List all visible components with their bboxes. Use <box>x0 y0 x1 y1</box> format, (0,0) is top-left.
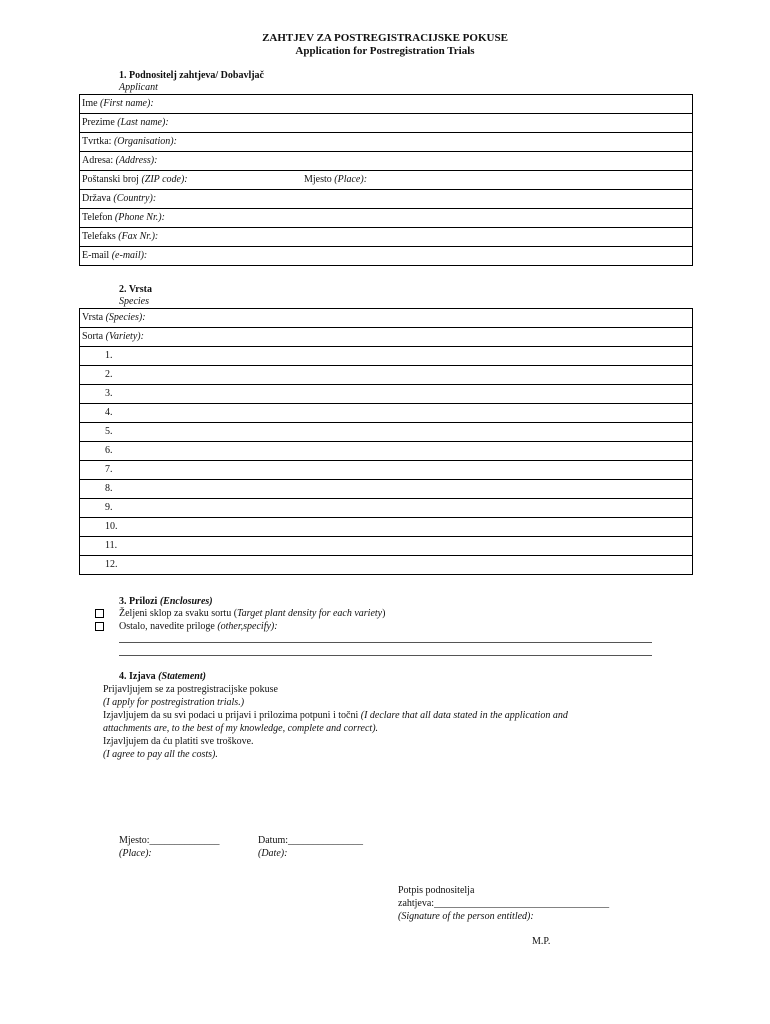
footer-place-field[interactable]: Mjesto:______________ <box>119 835 220 846</box>
variety-number: 6. <box>80 442 693 461</box>
section4-title: 4. Izjava <box>119 671 156 682</box>
row-label-en: (Address): <box>115 155 158 166</box>
variety-number: 11. <box>80 537 693 556</box>
variety-number: 12. <box>80 556 693 575</box>
statement-line-3 <box>103 709 568 722</box>
variety-item-row[interactable] <box>80 461 693 480</box>
variety-number: 7. <box>80 461 693 480</box>
footer-date-field[interactable]: Datum:_______________ <box>258 835 363 846</box>
form-title: ZAHTJEV ZA POSTREGISTRACIJSKE POKUSE <box>262 32 508 44</box>
variety-item-row[interactable] <box>80 347 693 366</box>
variety-item-row[interactable] <box>80 480 693 499</box>
option-suffix: ) <box>382 608 386 619</box>
density-checkbox[interactable] <box>95 609 104 618</box>
applicant-row-phone[interactable] <box>80 209 693 228</box>
variety-number: 4. <box>80 404 693 423</box>
section4-title-en: (Statement) <box>158 671 206 682</box>
row-label: Adresa: <box>82 155 114 166</box>
row-label: Telefon <box>82 212 113 223</box>
variety-item-row[interactable] <box>80 499 693 518</box>
other-option-label <box>119 620 278 633</box>
statement-line-5: Izjavljujem da ću platiti sve troškove. <box>103 736 254 747</box>
variety-number: 5. <box>80 423 693 442</box>
statement-line-2: (I apply for postregistration trials.) <box>103 697 245 708</box>
row-label-en: (Fax Nr.): <box>118 231 159 242</box>
row-label: Prezime <box>82 117 115 128</box>
row-label-en: (Organisation): <box>113 136 177 147</box>
variety-number: 9. <box>80 499 693 518</box>
statement-line-6: (I agree to pay all the costs). <box>103 749 218 760</box>
option-label-en: Target plant density for each variety <box>237 608 383 619</box>
variety-item-row[interactable] <box>80 556 693 575</box>
variety-number: 8. <box>80 480 693 499</box>
variety-number: 1. <box>80 347 693 366</box>
row-label-en: (Variety): <box>105 331 144 342</box>
species-row[interactable] <box>80 309 693 328</box>
row-label-en: (e-mail): <box>111 250 148 261</box>
variety-number: 2. <box>80 366 693 385</box>
section1-subheading: Applicant <box>119 82 158 93</box>
variety-row[interactable] <box>80 328 693 347</box>
footer-date-label-en: (Date): <box>258 848 288 859</box>
variety-item-row[interactable] <box>80 385 693 404</box>
section2-heading: 2. Vrsta <box>119 284 152 295</box>
place-label-en: (Place): <box>334 174 368 185</box>
stamp-label: M.P. <box>532 936 551 947</box>
variety-item-row[interactable] <box>80 442 693 461</box>
option-label: Ostalo, navedite priloge <box>119 621 215 632</box>
statement-declare-en: (I declare that all data stated in the application and <box>360 710 568 721</box>
row-label: Telefaks <box>82 231 116 242</box>
footer-place-label-en: (Place): <box>119 848 152 859</box>
option-label: Željeni sklop za svaku sortu ( <box>119 608 238 619</box>
variety-item-row[interactable] <box>80 404 693 423</box>
row-label: Sorta <box>82 331 104 342</box>
place-field[interactable] <box>304 171 367 189</box>
signature-label-en: (Signature of the person entitled): <box>398 911 534 922</box>
variety-item-row[interactable] <box>80 518 693 537</box>
variety-item-row[interactable] <box>80 537 693 556</box>
row-label-en: (Country): <box>113 193 157 204</box>
variety-item-row[interactable] <box>80 423 693 442</box>
signature-label: Potpis podnositelja <box>398 885 475 896</box>
section1-heading: 1. Podnositelj zahtjeva/ Dobavljač <box>119 70 264 81</box>
row-label-en: (Species): <box>105 312 146 323</box>
applicant-row-fax[interactable] <box>80 228 693 247</box>
applicant-row-zip-place[interactable] <box>80 171 693 190</box>
variety-number: 10. <box>80 518 693 537</box>
applicant-row-last-name[interactable] <box>80 114 693 133</box>
statement-declare-hr: Izjavljujem da su svi podaci u prijavi i prilozima potpuni i točni <box>103 710 359 721</box>
applicant-table <box>79 94 693 266</box>
section4-heading <box>119 670 206 683</box>
statement-line-1: Prijavljujem se za postregistracijske pokuse <box>103 684 278 695</box>
section3-title: 3. Prilozi <box>119 596 158 607</box>
applicant-row-email[interactable] <box>80 247 693 266</box>
other-specify-line-1[interactable] <box>119 642 652 643</box>
place-label: Mjesto <box>304 174 332 185</box>
option-label-en: (other,specify): <box>217 621 278 632</box>
applicant-row-organisation[interactable] <box>80 133 693 152</box>
section3-title-en: (Enclosures) <box>159 596 213 607</box>
other-specify-line-2[interactable] <box>119 655 652 656</box>
row-label-en: (Phone Nr.): <box>114 212 165 223</box>
applicant-row-address[interactable] <box>80 152 693 171</box>
applicant-row-first-name[interactable] <box>80 95 693 114</box>
variety-item-row[interactable] <box>80 366 693 385</box>
row-label: Država <box>82 193 111 204</box>
statement-line-4: attachments are, to the best of my knowledge, complete and correct). <box>103 723 379 734</box>
signature-field[interactable]: zahtjeva:___________________________________ <box>398 898 610 909</box>
row-label: Poštanski broj <box>82 174 139 185</box>
row-label-en: (First name): <box>100 98 154 109</box>
applicant-row-country[interactable] <box>80 190 693 209</box>
row-label: Vrsta <box>82 312 104 323</box>
variety-number: 3. <box>80 385 693 404</box>
form-subtitle: Application for Postregistration Trials <box>295 45 475 57</box>
row-label: Tvrtka: <box>82 136 112 147</box>
row-label: Ime <box>82 98 98 109</box>
row-label: E-mail <box>82 250 110 261</box>
density-option-label <box>119 607 385 620</box>
species-table <box>79 308 693 575</box>
row-label-en: (Last name): <box>117 117 169 128</box>
other-enclosures-checkbox[interactable] <box>95 622 104 631</box>
section2-subheading: Species <box>119 296 149 307</box>
row-label-en: (ZIP code): <box>141 174 188 185</box>
